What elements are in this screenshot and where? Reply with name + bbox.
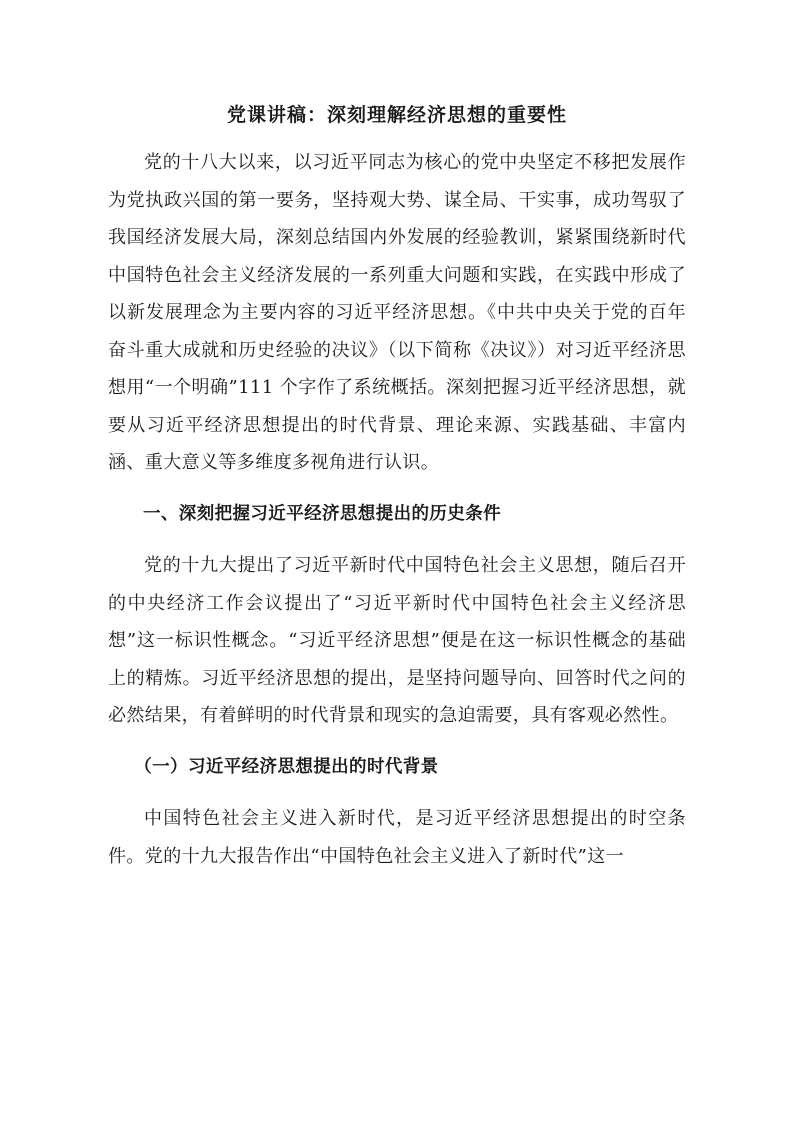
subsection-heading-1: （一）习近平经济思想提出的时代背景 [134, 756, 439, 777]
document-page [108, 100, 686, 875]
section-heading-1: 一、深刻把握习近平经济思想提出的历史条件 [143, 503, 501, 524]
paragraph-intro: 党的十八大以来，以习近平同志为核心的党中央坚定不移把发展作为党执政兴国的第一要务，坚持观大势、谋全局、干实事，成功驾驭了我国经济发展大局，深刻总结国内外发展的经验教训，紧紧围绕新时代中国特色社会主义经济发展的一系列重大问题和实践，在实践中形成了以新发展理念为主要内容的习近平经济思想。《中共中央关于党的百年奋斗重大成就和历史经验的决议》（以下简称《决议》）对习近平经济思想用“一个明确”111 个字作了系统概括。深刻把握习近平经济思想，就要从习近平经济思想提出的时代背景、理论来源、实践基础、丰富内涵、重大意义等多维度多视角进行认识。 [108, 152, 686, 473]
paragraph-section-1: 党的十九大提出了习近平新时代中国特色社会主义思想，随后召开的中央经济工作会议提出了“习近平新时代中国特色社会主义经济思想”这一标识性概念。“习近平经济思想”便是在这一标识性概念的基础上的精炼。习近平经济思想的提出，是坚持问题导向、回答时代之问的必然结果，有着鲜明的时代背景和现实的急迫需要，具有客观必然性。 [108, 555, 686, 726]
document-title: 党课讲稿：深刻理解经济思想的重要性 [226, 104, 567, 126]
paragraph-subsection-1: 中国特色社会主义进入新时代，是习近平经济思想提出的时空条件。党的十九大报告作出“中国特色社会主义进入了新时代”这一 [108, 808, 686, 867]
